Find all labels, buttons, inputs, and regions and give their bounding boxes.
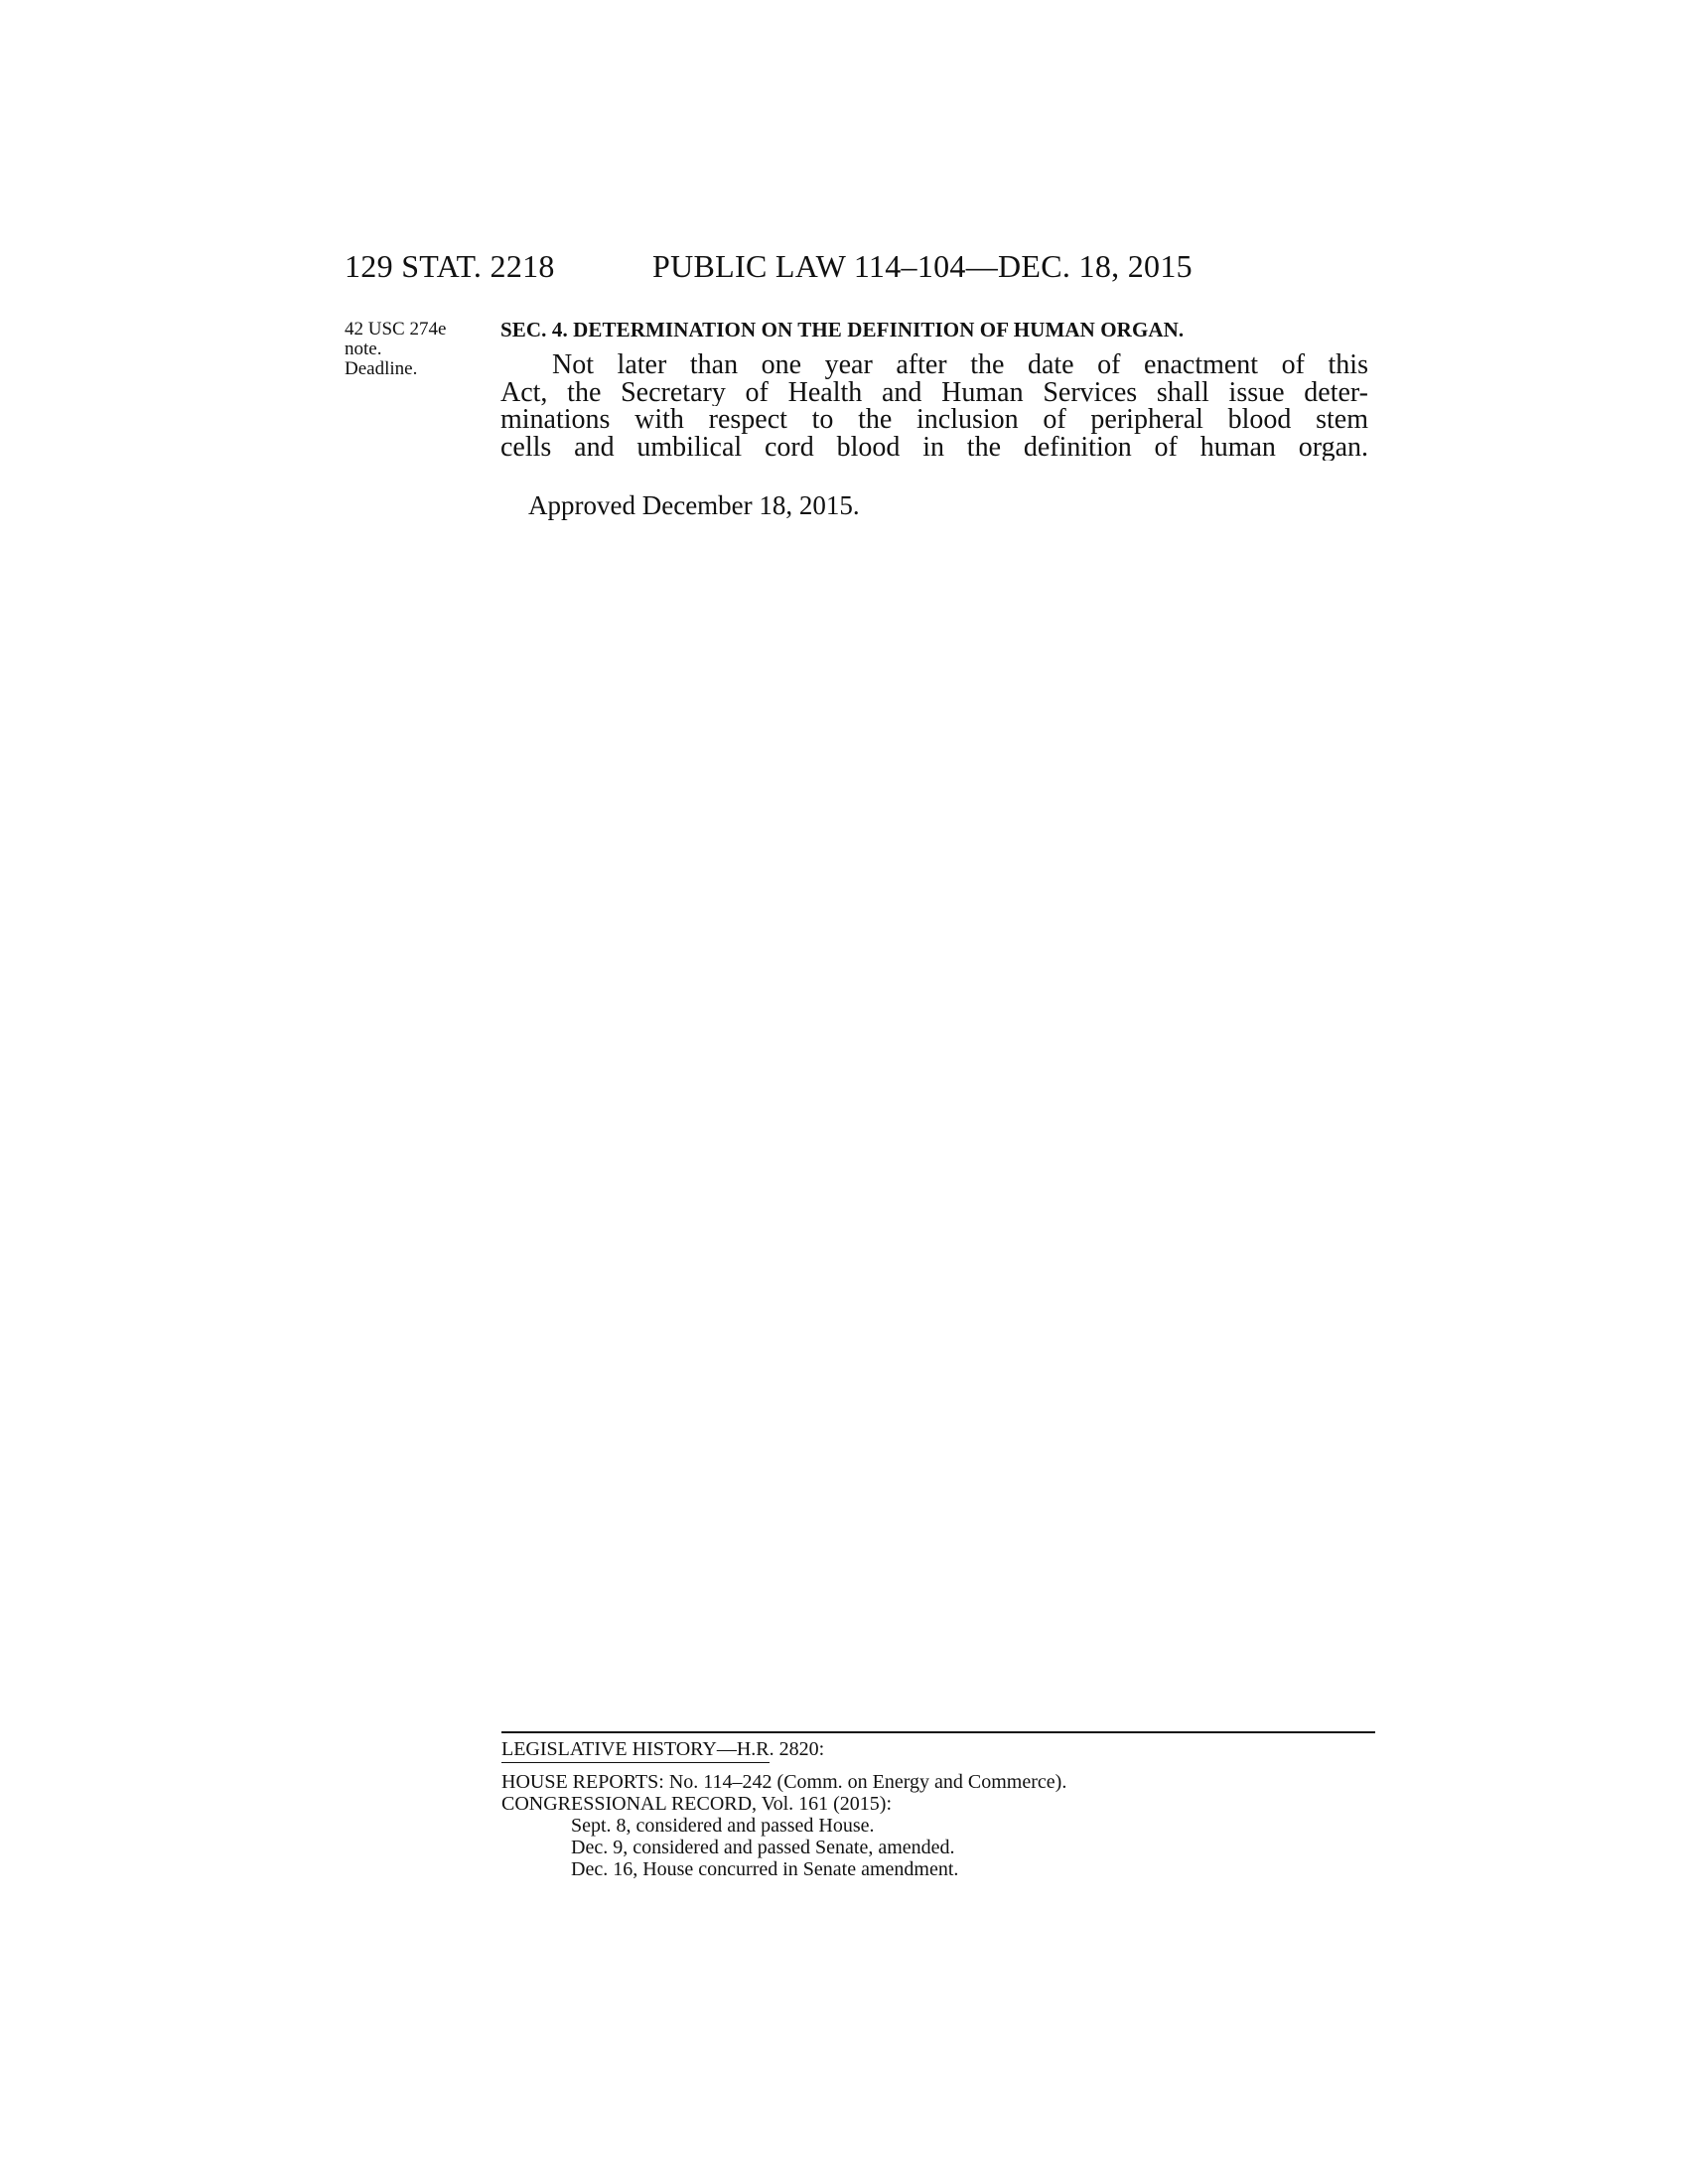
legislative-history-title: LEGISLATIVE HISTORY—H.R. 2820:: [501, 1738, 825, 1760]
section-heading: SEC. 4. DETERMINATION ON THE DEFINITION OF HUMAN ORGAN.: [500, 318, 1185, 341]
section-body-line: Not later than one year after the date of enactment of this: [552, 351, 1368, 379]
section-body-line: minations with respect to the inclusion of peripheral blood stem: [500, 406, 1368, 434]
margin-note-note: note.: [345, 339, 382, 359]
footer-divider: [501, 1731, 1375, 1733]
legislative-action: Sept. 8, considered and passed House.: [571, 1815, 875, 1837]
approval-date: Approved December 18, 2015.: [528, 490, 860, 520]
house-reports: HOUSE REPORTS: No. 114–242 (Comm. on Energy and Commerce).: [501, 1771, 1067, 1793]
legislative-history-details: [501, 1771, 1066, 1880]
congressional-record: CONGRESSIONAL RECORD, Vol. 161 (2015):: [501, 1793, 892, 1815]
stat-page-number: 129 STAT. 2218: [345, 248, 555, 284]
legislative-history-underline: [501, 1762, 770, 1763]
legislative-action: Dec. 9, considered and passed Senate, amended.: [571, 1837, 955, 1858]
section-body: [500, 351, 1368, 461]
public-law-title: PUBLIC LAW 114–104—DEC. 18, 2015: [652, 248, 1193, 284]
section-body-line: Act, the Secretary of Health and Human Services shall issue deter-: [500, 378, 1368, 406]
margin-note-citation: 42 USC 274e: [345, 319, 447, 340]
legislative-action: Dec. 16, House concurred in Senate amendment.: [571, 1858, 959, 1880]
margin-note-deadline: Deadline.: [345, 358, 418, 379]
margin-notes: [345, 320, 484, 379]
section-body-line: cells and umbilical cord blood in the definition of human organ.: [500, 433, 1368, 461]
